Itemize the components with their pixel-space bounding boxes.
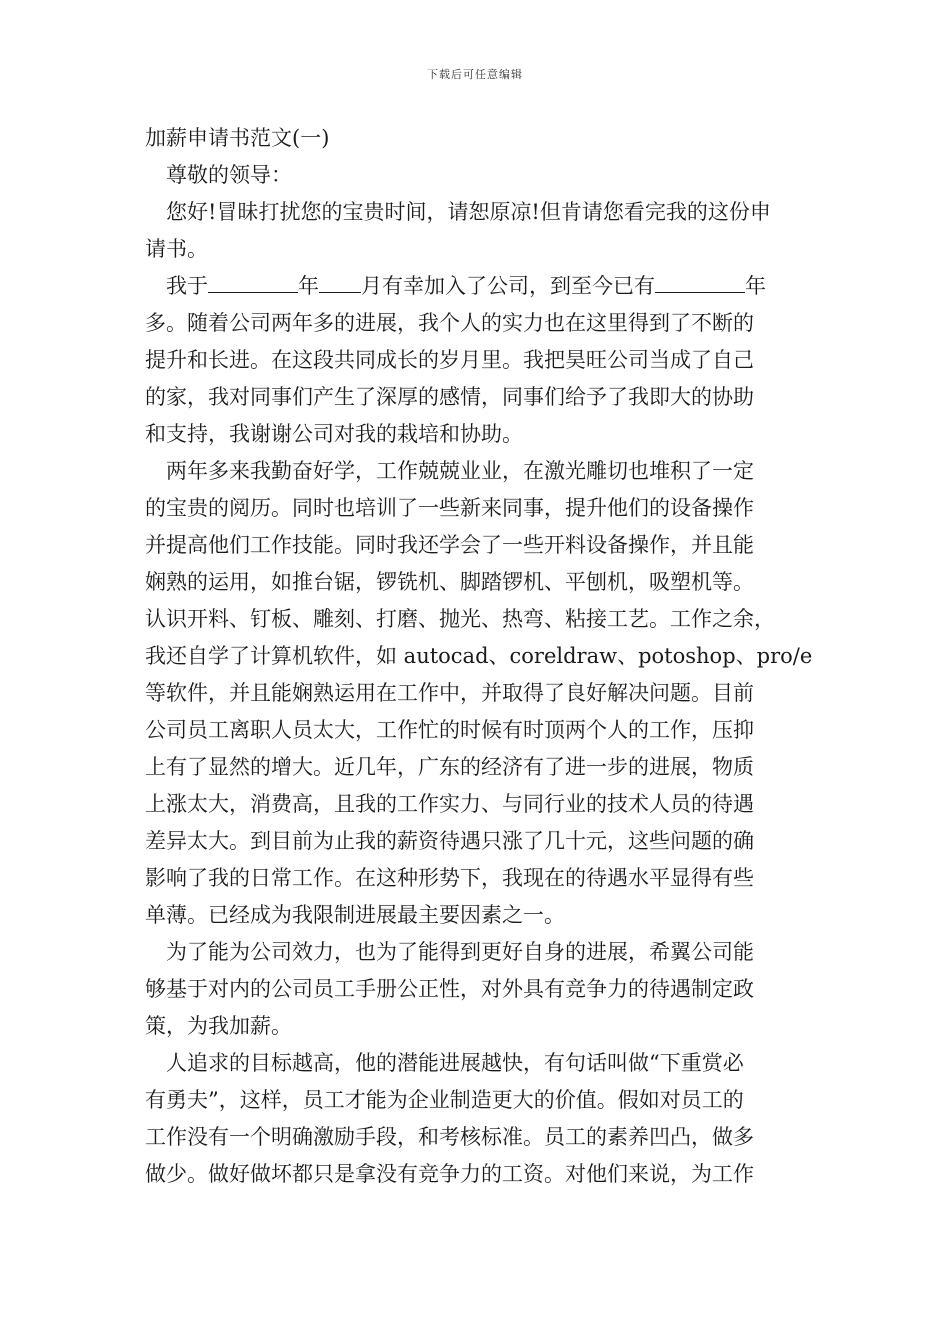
document-title: 加薪申请书范文(一) — [145, 126, 330, 150]
month-blank — [319, 270, 361, 293]
paragraph-line: 的家，我对同事们产生了深厚的感情，同事们给予了我即大的协助 — [145, 385, 754, 409]
year-blank — [208, 270, 298, 293]
paragraph-line: 单薄。已经成为我限制进展最主要因素之一。 — [145, 903, 565, 927]
join-date-text: 我于 — [166, 274, 208, 298]
paragraph-line: 有勇夫”，这样，员工才能为企业制造更大的价值。假如对员工的 — [145, 1088, 744, 1112]
paragraph-line: 两年多来我勤奋好学，工作兢兢业业，在激光雕切也堆积了一定 — [166, 459, 754, 483]
paragraph-line: 请书。 — [145, 237, 208, 261]
month-text: 月有幸加入了公司，到至今已有 — [361, 274, 655, 298]
duration-text: 年 — [745, 274, 766, 298]
duration-blank — [655, 270, 745, 293]
salutation: 尊敬的领导： — [166, 163, 292, 187]
year-text: 年 — [298, 274, 319, 298]
paragraph-line: 多。随着公司两年多的进展，我个人的实力也在这里得到了不断的 — [145, 311, 754, 335]
paragraph-line: 做少。做好做坏都只是拿没有竞争力的工资。对他们来说，为工作 — [145, 1162, 754, 1186]
paragraph-line: 您好!冒昧打扰您的宝贵时间，请恕原凉!但肯请您看完我的这份申 — [166, 200, 771, 224]
paragraph-line: 够基于对内的公司员工手册公正性，对外具有竞争力的待遇制定政 — [145, 977, 754, 1001]
paragraph-line: 等软件，并且能娴熟运用在工作中，并取得了良好解决问题。目前 — [145, 681, 754, 705]
page-header-note: 下载后可任意编辑 — [427, 68, 523, 81]
paragraph-line: 工作没有一个明确激励手段，和考核标准。员工的素养凹凸，做多 — [145, 1125, 754, 1149]
paragraph-line: 和支持，我谢谢公司对我的栽培和协助。 — [145, 422, 523, 446]
paragraph-line: 影响了我的日常工作。在这种形势下，我现在的待遇水平显得有些 — [145, 866, 754, 890]
paragraph-line: 人追求的目标越高，他的潜能进展越快，有句话叫做“下重赏必 — [166, 1051, 744, 1075]
paragraph-line: 为了能为公司效力，也为了能得到更好自身的进展，希翼公司能 — [166, 940, 754, 964]
paragraph-line: 公司员工离职人员太大，工作忙的时候有时顶两个人的工作，压抑 — [145, 718, 754, 742]
paragraph-line: 我还自学了计算机软件，如 autocad、coreldraw、potoshop、pro/e — [145, 644, 813, 668]
paragraph-line: 认识开料、钉板、雕刻、打磨、抛光、热弯、粘接工艺。工作之余， — [145, 607, 775, 631]
paragraph-line: 娴熟的运用，如推台锯，锣铣机、脚踏锣机、平刨机，吸塑机等。 — [145, 570, 754, 594]
paragraph-line: 提升和长进。在这段共同成长的岁月里。我把昊旺公司当成了自己 — [145, 348, 754, 372]
join-date-line — [145, 268, 810, 305]
paragraph-line: 策，为我加薪。 — [145, 1014, 292, 1038]
paragraph-line: 上涨太大，消费高，且我的工作实力、与同行业的技术人员的待遇 — [145, 792, 754, 816]
paragraph-line: 的宝贵的阅历。同时也培训了一些新来同事，提升他们的设备操作 — [145, 496, 754, 520]
paragraph-line: 并提高他们工作技能。同时我还学会了一些开料设备操作，并且能 — [145, 533, 754, 557]
paragraph-line: 上有了显然的增大。近几年，广东的经济有了进一步的进展，物质 — [145, 755, 754, 779]
document-body — [145, 120, 813, 1193]
paragraph-line: 差异太大。到目前为止我的薪资待遇只涨了几十元，这些问题的确 — [145, 829, 754, 853]
